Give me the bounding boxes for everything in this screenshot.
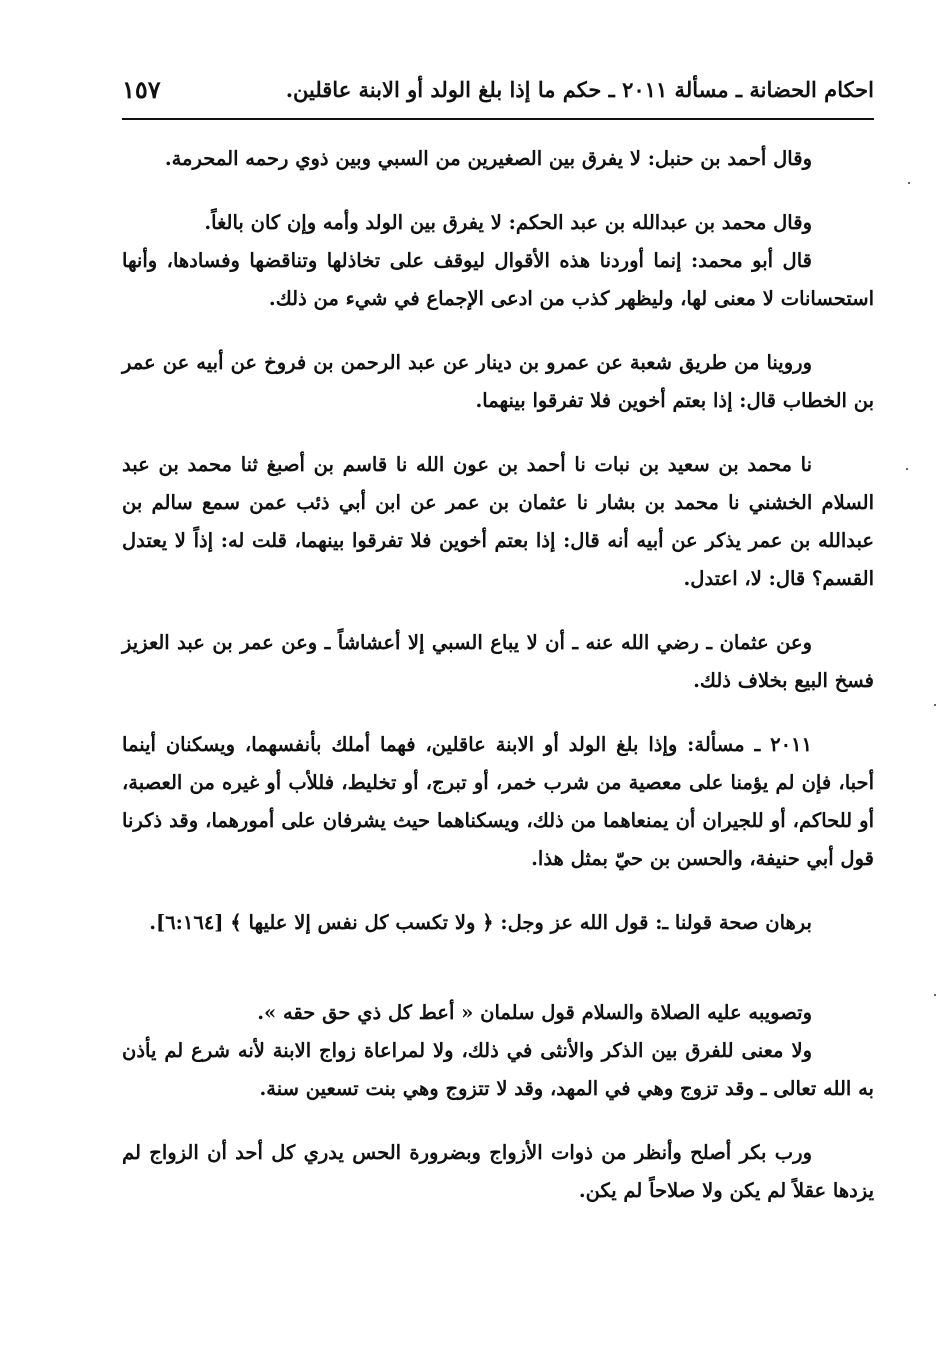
scan-speck xyxy=(906,468,908,470)
paragraph-ibn-abd-al-hakam: وقال محمد بن عبدالله بن عبد الحكم: لا يفرق بين الولد وأمه وإن كان بالغاً. xyxy=(204,211,812,234)
paragraph-ahmad-ibn-hanbal: وقال أحمد بن حنبل: لا يفرق بين الصغيرين من السبي وبين ذوي رحمه المحرمة. xyxy=(164,147,812,170)
paragraph-uthman-narration: وعن عثمان ـ رضي الله عنه ـ أن لا يباع السبي إلا أعشاشاً ـ وعن عمر بن عبد العزيز فسخ البيع بخلاف ذلك. xyxy=(122,631,874,692)
scan-speck xyxy=(934,994,936,996)
paragraph-salman-hadith: وتصويبه عليه الصلاة والسلام قول سلمان « أعط كل ذي حق حقه ». xyxy=(257,1001,812,1024)
paragraph-masala-2011: ٢٠١١ ـ مسألة: وإذا بلغ الولد أو الابنة عاقلين، فهما أملك بأنفسهما، ويسكنان أينما أحبا، فإن لم يؤمنا على معصية من شرب خمر، أو تبرج، أو تخليط، فللأب أو غيره من العصبة، أو للحاكم، أو للجيران أن يمنعاهما من ذلك، ويسكناهما حيث يشرفان على أمورهما، وقد ذكرنا قول أبي حنيفة، والحسن بن حيّ بمثل هذا. xyxy=(122,733,874,870)
header-rule xyxy=(122,118,874,120)
scan-speck xyxy=(934,704,936,706)
paragraph-isnad-narration: نا محمد بن سعيد بن نبات نا أحمد بن عون الله نا قاسم بن أصبغ ثنا محمد بن عبد السلام الخشني نا محمد بن بشار نا عثمان بن عمر عن ابن أبي ذئب عمن سمع سالم بن عبدالله بن عمر يذكر عن أبيه أنه قال: إذا بعتم أخوين فلا تفرقوا بينهما، قلت له: إذاً لا يعتدل القسم؟ قال: لا، اعتدل. xyxy=(122,453,874,590)
paragraph-no-difference: ولا معنى للفرق بين الذكر والأنثى في ذلك، ولا لمراعاة زواج الابنة لأنه شرع لم يأذن به الله تعالى ـ وقد تزوج وهي في المهد، وقد لا تتزوج وهي بنت تسعين سنة. xyxy=(122,1039,874,1100)
paragraph-umar-narration: وروينا من طريق شعبة عن عمرو بن دينار عن عبد الرحمن بن فروخ عن أبيه عن عمر بن الخطاب قال: إذا بعتم أخوين فلا تفرقوا بينهما. xyxy=(122,351,874,412)
paragraph-closing: ورب بكر أصلح وأنظر من ذوات الأزواج وبضرورة الحس يدري كل أحد أن الزواج لم يزدها عقلاً لم يكن ولا صلاحاً لم يكن. xyxy=(122,1141,874,1202)
paragraph-burhan: برهان صحة قولنا ـ: قول الله عز وجل: ﴿ ولا تكسب كل نفس إلا عليها ﴾ [٦:١٦٤]. xyxy=(149,911,812,934)
page-body xyxy=(122,140,874,1220)
scan-speck xyxy=(908,182,910,184)
page-header xyxy=(122,72,874,106)
paragraph-abu-muhammad: قال أبو محمد: إنما أوردنا هذه الأقوال ليوقف على تخاذلها وتناقضها وفسادها، وأنها استحسانات لا معنى لها، وليظهر كذب من ادعى الإجماع في شيء من ذلك. xyxy=(122,249,874,310)
running-title: احكام الحضانة ـ مسألة ٢٠١١ ـ حكم ما إذا بلغ الولد أو الابنة عاقلين. xyxy=(285,76,874,102)
page-number: ١٥٧ xyxy=(122,74,161,104)
